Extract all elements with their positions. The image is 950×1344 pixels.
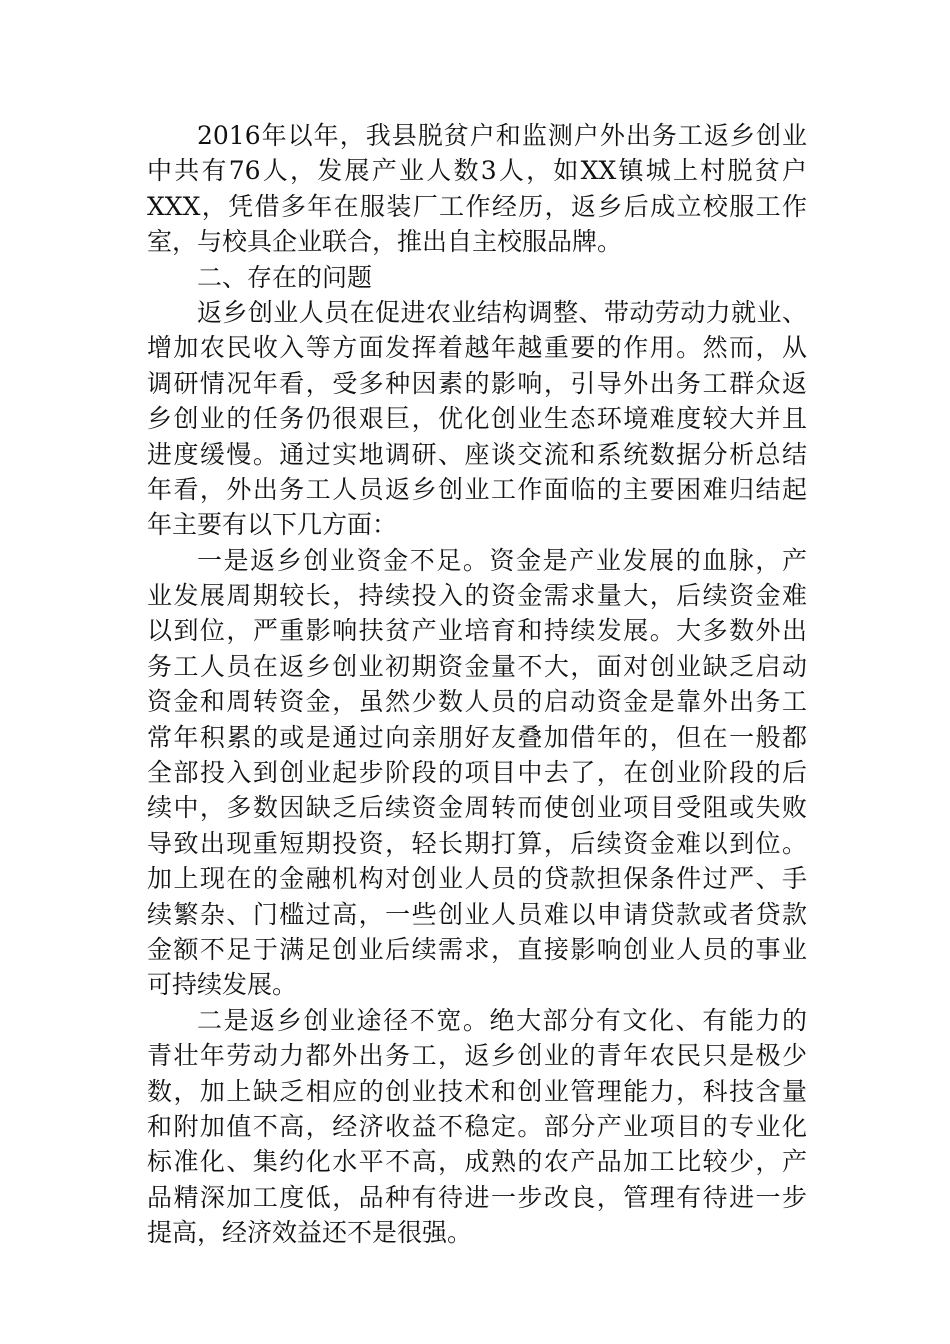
text-line: 调研情况年看，受多种因素的影响，引导外出务工群众返 xyxy=(147,368,807,398)
text-line: 青壮年劳动力都外出务工，返乡创业的青年农民只是极少 xyxy=(147,1041,807,1071)
text-line: 加上现在的金融机构对创业人员的贷款担保条件过严、手 xyxy=(147,864,807,894)
text-line: 年看，外出务工人员返乡创业工作面临的主要困难归结起 xyxy=(147,474,807,504)
text-line: 进度缓慢。通过实地调研、座谈交流和系统数据分析总结 xyxy=(147,439,807,469)
text-line: 增加农民收入等方面发挥着越年越重要的作用。然而，从 xyxy=(147,333,807,363)
text-line: 资金和周转资金，虽然少数人员的启动资金是靠外出务工 xyxy=(147,687,807,717)
text-line: 标准化、集约化水平不高，成熟的农产品加工比较少，产 xyxy=(147,1147,807,1177)
text-line: 可持续发展。 xyxy=(147,970,298,1000)
text-line: 乡创业的任务仍很艰巨，优化创业生态环境难度较大并且 xyxy=(147,404,807,434)
text-line: 室，与校具企业联合，推出自主校服品牌。 xyxy=(147,227,623,257)
section-heading xyxy=(147,260,807,295)
text-line: 和附加值不高，经济收益不稳定。部分产业项目的专业化 xyxy=(147,1111,807,1141)
heading-text: 二、存在的问题 xyxy=(197,262,373,292)
text-line: 导致出现重短期投资，轻长期打算，后续资金难以到位。 xyxy=(147,828,807,858)
text-line: 业发展周期较长，持续投入的资金需求量大，后续资金难 xyxy=(147,581,807,611)
text-line: 数，加上缺乏相应的创业技术和创业管理能力，科技含量 xyxy=(147,1076,807,1106)
paragraph xyxy=(147,118,807,260)
text-line: 年主要有以下几方面： xyxy=(147,510,398,540)
text-line: 续中，多数因缺乏后续资金周转而使创业项目受阻或失败 xyxy=(147,793,807,823)
text-line: 全部投入到创业起步阶段的项目中去了，在创业阶段的后 xyxy=(147,758,807,788)
text-line: 续繁杂、门槛过高，一些创业人员难以申请贷款或者贷款 xyxy=(147,899,807,929)
text-line: 常年积累的或是通过向亲朋好友叠加借年的，但在一般都 xyxy=(147,722,807,752)
text-line: 二是返乡创业途径不宽。绝大部分有文化、有能力的 xyxy=(197,1005,807,1035)
text-line: 返乡创业人员在促进农业结构调整、带动劳动力就业、 xyxy=(197,297,807,327)
paragraph xyxy=(147,1003,807,1251)
text-line: 2016年以年，我县脱贫户和监测户外出务工返乡创业 xyxy=(197,121,807,150)
paragraph xyxy=(147,295,807,543)
text-line: 品精深加工度低，品种有待进一步改良，管理有待进一步 xyxy=(147,1182,807,1212)
text-line: XXX，凭借多年在服装厂工作经历，返乡后成立校服工作 xyxy=(147,191,807,221)
text-line: 务工人员在返乡创业初期资金量不大，面对创业缺乏启动 xyxy=(147,651,807,681)
text-line: 一是返乡创业资金不足。资金是产业发展的血脉，产 xyxy=(197,545,807,575)
document-body xyxy=(147,118,807,1251)
text-line: 金额不足于满足创业后续需求，直接影响创业人员的事业 xyxy=(147,934,807,964)
paragraph xyxy=(147,543,807,1003)
text-line: 以到位，严重影响扶贫产业培育和持续发展。大多数外出 xyxy=(147,616,807,646)
text-line: 提高，经济效益还不是很强。 xyxy=(147,1218,473,1248)
text-line: 中共有76人，发展产业人数3人，如XX镇城上村脱贫户 xyxy=(147,156,807,186)
